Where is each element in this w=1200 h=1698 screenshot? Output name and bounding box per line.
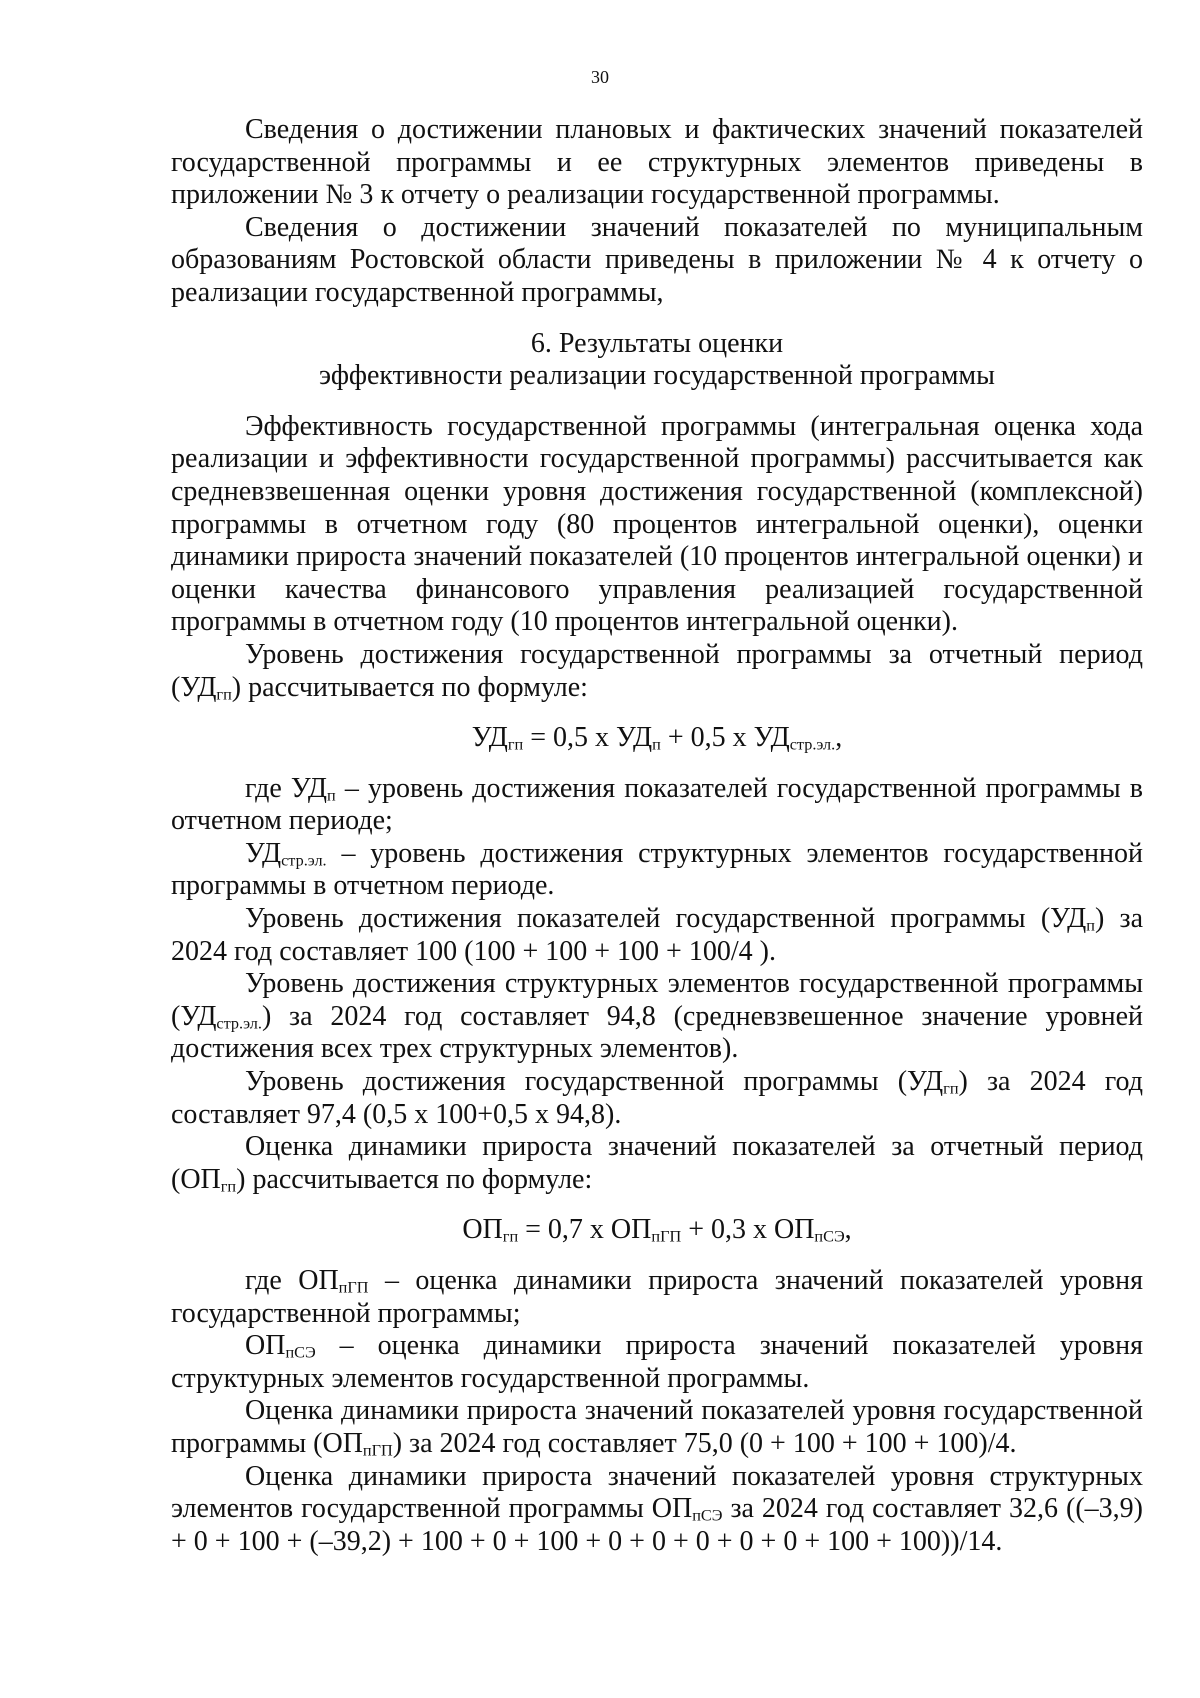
paragraph-ud-structural: Уровень достижения структурных элементов государственной программы $(УД_{стр.эл.})$ за 2024 год составляет 94,8 (средневзвешенное значение уровней достижения всех трех структурных элементов). <box>171 968 1143 1065</box>
paragraph-ud-intro: Уровень достижения государственной программы за отчетный период $(УД_{гп})$ рассчитывается по формуле: <box>171 638 1143 704</box>
paragraph-integral-assessment: Эффективность государственной программы (интегральная оценка хода реализации и эффективности государственной программы) рассчитывается как средневзвешенная оценки уровня достижения государственной (комплексной) программы в отчетном году (80 процентов интегральной оценки), оценки динамики прироста значений показателей (10 процентов интегральной оценки) и оценки качества финансового управления реализацией государственной программы в отчетном году (10 процентов интегральной оценки). <box>171 410 1143 638</box>
formula-ud: $УД_{гп} = 0,5$ x $УД_п + 0,5$ x $УД_{стр.эл.}$, <box>471 722 843 754</box>
definition-ud-p: где $УД_п$ – уровень достижения показателей государственной программы в отчетном периоде; <box>171 772 1143 837</box>
page-number: 30 <box>591 67 609 87</box>
paragraph-appendix-4: Сведения о достижении значений показателей по муниципальным образованиям Ростовской области приведены в приложении № 4 к отчету о реализации государственной программы, <box>171 211 1143 308</box>
paragraph-appendix-3: Сведения о достижении плановых и фактических значений показателей государственной программы и ее структурных элементов приведены в приложении № 3 к отчету о реализации государственной программы. <box>171 114 1143 211</box>
section-heading-line1: 6. Результаты оценки <box>530 327 784 359</box>
definition-op-gp: где $ОП_{пГП}$ – оценка динамики прироста значений показателей уровня государственной программы; <box>171 1265 1143 1329</box>
paragraph-op-intro: Оценка динамики прироста значений показателей за отчетный период $(ОП_{гп})$ рассчитывается по формуле: <box>171 1131 1143 1196</box>
paragraph-op-gp: Оценка динамики прироста значений показателей уровня государственной программы $(ОП_{пГП})$ за 2024 год составляет 75,0 (0 + 100 + 100 + 100)/4. <box>171 1395 1143 1460</box>
page-content <box>171 114 1143 1558</box>
definition-op-se: $ОП_{пСЭ}$ – оценка динамики прироста значений показателей уровня структурных элементов государственной программы. <box>171 1330 1143 1394</box>
paragraph-ud-total: Уровень достижения государственной программы $(УД_{гп})$ за 2024 год составляет 97,4 (0,5 x 100+0,5 x 94,8). <box>171 1066 1143 1130</box>
formula-op: $ОП_{гп} = 0,7$ x $ОП_{пГП} + 0,3$ x $ОП_{пСЭ}$, <box>462 1214 852 1246</box>
paragraph-ud-indicators: Уровень достижения показателей государственной программы $(УД_п)$ за 2024 год составляет 100 (100 + 100 + 100 + 100/4 ). <box>171 903 1144 967</box>
paragraph-op-se: Оценка динамики прироста значений показателей уровня структурных элементов государственной программы $ОП_{пСЭ}$ за 2024 год составляет 32,6 ((–3,9) + 0 + 100 + (–39,2) + 100 + 0 + 100 + 0 + 0 + 0 + 0 + 0 + 100 + 100))/14. <box>171 1460 1143 1557</box>
definition-ud-str: $УД_{стр.эл.}$ – уровень достижения структурных элементов государственной программы в отчетном периоде. <box>171 837 1143 902</box>
section-heading-line2: эффективности реализации государственной программы <box>319 360 995 392</box>
